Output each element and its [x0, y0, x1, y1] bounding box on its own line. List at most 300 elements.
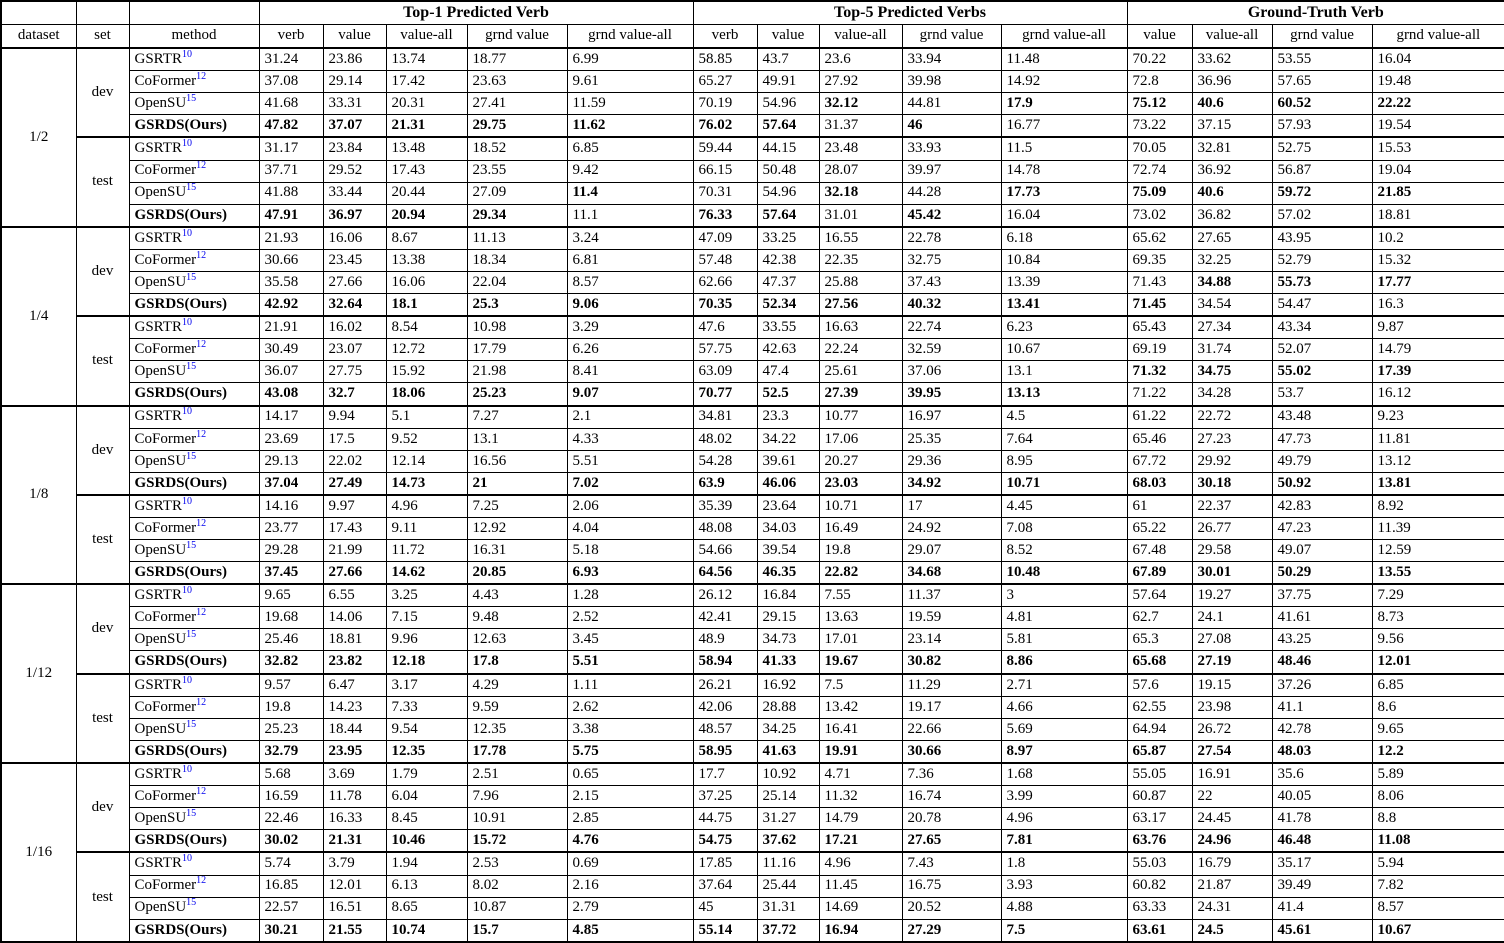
method-label: OpenSU — [134, 631, 187, 648]
value-cell: 37.08 — [259, 71, 323, 93]
method-cell — [129, 383, 259, 406]
value-cell: 36.96 — [1192, 71, 1272, 93]
citation-link[interactable]: 12 — [196, 428, 207, 440]
value-cell: 32.7 — [323, 383, 386, 406]
value-cell: 23.82 — [323, 651, 386, 674]
value-cell: 49.79 — [1272, 450, 1372, 472]
value-cell: 0.69 — [567, 852, 693, 875]
value-cell: 21.99 — [323, 540, 386, 562]
method-cell — [129, 137, 259, 160]
value-cell: 24.96 — [1192, 830, 1272, 853]
method-cell — [129, 115, 259, 138]
value-cell: 75.09 — [1127, 182, 1192, 204]
value-cell: 50.29 — [1272, 562, 1372, 585]
value-cell: 33.62 — [1192, 48, 1272, 71]
value-cell: 54.96 — [757, 93, 819, 115]
value-cell: 30.21 — [259, 919, 323, 942]
value-cell: 9.54 — [386, 718, 467, 740]
value-cell: 45 — [693, 897, 757, 919]
value-cell: 10.67 — [1001, 339, 1127, 361]
value-cell: 60.82 — [1127, 875, 1192, 897]
value-cell: 7.25 — [467, 495, 567, 518]
method-label: GSRDS(Ours) — [134, 385, 228, 402]
value-cell: 23.6 — [819, 48, 902, 71]
value-cell: 57.64 — [757, 204, 819, 227]
value-cell: 12.2 — [1372, 740, 1504, 763]
value-cell: 31.24 — [259, 48, 323, 71]
value-cell: 4.29 — [467, 674, 567, 697]
citation-link[interactable]: 12 — [196, 160, 207, 172]
value-cell: 8.97 — [1001, 740, 1127, 763]
table-row — [1, 540, 1504, 562]
value-cell: 62.7 — [1127, 607, 1192, 629]
value-cell: 46.06 — [757, 472, 819, 495]
method-cell — [129, 204, 259, 227]
method-label: OpenSU — [134, 452, 187, 469]
value-cell: 29.92 — [1192, 450, 1272, 472]
value-cell: 14.79 — [819, 808, 902, 830]
value-cell: 55.03 — [1127, 852, 1192, 875]
value-cell: 4.71 — [819, 763, 902, 786]
value-cell: 27.23 — [1192, 428, 1272, 450]
value-cell: 70.35 — [693, 293, 757, 316]
value-cell: 3.24 — [567, 227, 693, 250]
citation-link[interactable]: 10 — [181, 853, 192, 865]
value-cell: 13.48 — [386, 137, 467, 160]
value-cell: 50.48 — [757, 160, 819, 182]
value-cell: 41.4 — [1272, 897, 1372, 919]
value-cell: 27.92 — [819, 71, 902, 93]
value-cell: 16.56 — [467, 450, 567, 472]
table-row — [1, 71, 1504, 93]
table-row — [1, 428, 1504, 450]
citation-link[interactable]: 10 — [181, 585, 192, 597]
value-cell: 22.02 — [323, 450, 386, 472]
value-cell: 47.23 — [1272, 518, 1372, 540]
method-label: CoFormer — [134, 877, 197, 894]
value-cell: 5.89 — [1372, 763, 1504, 786]
value-cell: 15.7 — [467, 919, 567, 942]
value-cell: 11.78 — [323, 786, 386, 808]
value-cell: 19.17 — [902, 696, 1001, 718]
value-cell: 65.3 — [1127, 629, 1192, 651]
value-cell: 30.66 — [902, 740, 1001, 763]
value-cell: 28.07 — [819, 160, 902, 182]
citation-link[interactable]: 15 — [186, 271, 197, 283]
value-cell: 18.06 — [386, 383, 467, 406]
value-cell: 7.82 — [1372, 875, 1504, 897]
method-label: GSRDS(Ours) — [134, 921, 228, 938]
citation-link[interactable]: 10 — [181, 48, 192, 60]
method-label: GSRTR — [134, 765, 182, 782]
citation-link[interactable]: 12 — [196, 607, 207, 619]
value-cell: 55.02 — [1272, 361, 1372, 383]
value-cell: 9.23 — [1372, 406, 1504, 429]
value-cell: 47.82 — [259, 115, 323, 138]
method-cell — [129, 71, 259, 93]
value-cell: 40.6 — [1192, 182, 1272, 204]
value-cell: 73.02 — [1127, 204, 1192, 227]
value-cell: 7.81 — [1001, 830, 1127, 853]
method-label: GSRDS(Ours) — [134, 742, 228, 759]
value-cell: 23.03 — [819, 472, 902, 495]
value-cell: 1.94 — [386, 852, 467, 875]
value-cell: 7.64 — [1001, 428, 1127, 450]
value-cell: 20.44 — [386, 182, 467, 204]
value-cell: 5.18 — [567, 540, 693, 562]
value-cell: 6.55 — [323, 584, 386, 607]
value-cell: 9.56 — [1372, 629, 1504, 651]
value-cell: 54.47 — [1272, 293, 1372, 316]
value-cell: 11.08 — [1372, 830, 1504, 853]
value-cell: 8.86 — [1001, 651, 1127, 674]
table-row — [1, 651, 1504, 674]
value-cell: 66.15 — [693, 160, 757, 182]
citation-link[interactable]: 15 — [186, 539, 197, 551]
dataset-cell: 1/4 — [1, 227, 76, 406]
value-cell: 14.17 — [259, 406, 323, 429]
value-cell: 37.04 — [259, 472, 323, 495]
value-cell: 23.55 — [467, 160, 567, 182]
table-row — [1, 718, 1504, 740]
method-label: OpenSU — [134, 184, 187, 201]
value-cell: 8.45 — [386, 808, 467, 830]
value-cell: 1.68 — [1001, 763, 1127, 786]
value-cell: 29.28 — [259, 540, 323, 562]
value-cell: 9.06 — [567, 293, 693, 316]
method-cell — [129, 182, 259, 204]
value-cell: 8.65 — [386, 897, 467, 919]
dataset-cell: 1/12 — [1, 584, 76, 763]
value-cell: 10.91 — [467, 808, 567, 830]
value-cell: 5.1 — [386, 406, 467, 429]
value-cell: 10.74 — [386, 919, 467, 942]
value-cell: 47.91 — [259, 204, 323, 227]
value-cell: 17.39 — [1372, 361, 1504, 383]
method-label: GSRTR — [134, 497, 182, 514]
value-cell: 32.25 — [1192, 249, 1272, 271]
method-cell — [129, 450, 259, 472]
value-cell: 13.42 — [819, 696, 902, 718]
value-cell: 5.75 — [567, 740, 693, 763]
table-row — [1, 786, 1504, 808]
value-cell: 29.14 — [323, 71, 386, 93]
table-body — [1, 48, 1504, 942]
value-cell: 23.84 — [323, 137, 386, 160]
column-header-dataset: dataset — [1, 25, 76, 49]
value-cell: 7.5 — [1001, 919, 1127, 942]
citation-link[interactable]: 12 — [196, 786, 207, 798]
column-header-method: method — [129, 25, 259, 49]
value-cell: 41.61 — [1272, 607, 1372, 629]
method-label: OpenSU — [134, 720, 187, 737]
value-cell: 29.34 — [467, 204, 567, 227]
value-cell: 24.92 — [902, 518, 1001, 540]
citation-link[interactable]: 15 — [186, 450, 197, 462]
method-cell — [129, 271, 259, 293]
value-cell: 32.18 — [819, 182, 902, 204]
citation-link[interactable]: 10 — [181, 406, 192, 418]
value-cell: 9.94 — [323, 406, 386, 429]
value-cell: 29.58 — [1192, 540, 1272, 562]
method-cell — [129, 316, 259, 339]
value-cell: 2.71 — [1001, 674, 1127, 697]
value-cell: 17.78 — [467, 740, 567, 763]
value-cell: 1.11 — [567, 674, 693, 697]
value-cell: 76.02 — [693, 115, 757, 138]
value-cell: 21.87 — [1192, 875, 1272, 897]
method-label: GSRDS(Ours) — [134, 832, 228, 849]
value-cell: 23.14 — [902, 629, 1001, 651]
table-row — [1, 919, 1504, 942]
method-cell — [129, 339, 259, 361]
value-cell: 27.56 — [819, 293, 902, 316]
table-row — [1, 763, 1504, 786]
value-cell: 71.45 — [1127, 293, 1192, 316]
value-cell: 15.72 — [467, 830, 567, 853]
value-cell: 65.22 — [1127, 518, 1192, 540]
citation-link[interactable]: 12 — [196, 517, 207, 529]
column-header-set: set — [76, 25, 129, 49]
value-cell: 3.25 — [386, 584, 467, 607]
value-cell: 19.04 — [1372, 160, 1504, 182]
table-row — [1, 115, 1504, 138]
value-cell: 11.45 — [819, 875, 902, 897]
value-cell: 8.54 — [386, 316, 467, 339]
value-cell: 8.52 — [1001, 540, 1127, 562]
value-cell: 19.54 — [1372, 115, 1504, 138]
citation-link[interactable]: 15 — [186, 93, 197, 105]
value-cell: 27.29 — [902, 919, 1001, 942]
citation-link[interactable]: 15 — [186, 361, 197, 373]
value-cell: 44.28 — [902, 182, 1001, 204]
value-cell: 16.31 — [467, 540, 567, 562]
value-cell: 39.95 — [902, 383, 1001, 406]
value-cell: 4.96 — [1001, 808, 1127, 830]
method-cell — [129, 227, 259, 250]
value-cell: 27.66 — [323, 271, 386, 293]
value-cell: 57.93 — [1272, 115, 1372, 138]
value-cell: 54.96 — [757, 182, 819, 204]
value-cell: 4.5 — [1001, 406, 1127, 429]
value-cell: 16.59 — [259, 786, 323, 808]
value-cell: 13.41 — [1001, 293, 1127, 316]
value-cell: 12.72 — [386, 339, 467, 361]
value-cell: 37.25 — [693, 786, 757, 808]
value-cell: 3.93 — [1001, 875, 1127, 897]
value-cell: 47.09 — [693, 227, 757, 250]
value-cell: 54.66 — [693, 540, 757, 562]
citation-link[interactable]: 12 — [196, 339, 207, 351]
value-cell: 5.69 — [1001, 718, 1127, 740]
value-cell: 16.97 — [902, 406, 1001, 429]
value-cell: 34.22 — [757, 428, 819, 450]
value-cell: 9.48 — [467, 607, 567, 629]
value-cell: 25.23 — [467, 383, 567, 406]
value-cell: 17.5 — [323, 428, 386, 450]
value-cell: 32.81 — [1192, 137, 1272, 160]
value-cell: 26.21 — [693, 674, 757, 697]
table-row — [1, 316, 1504, 339]
value-cell: 9.42 — [567, 160, 693, 182]
value-cell: 12.92 — [467, 518, 567, 540]
citation-link[interactable]: 10 — [181, 138, 192, 150]
value-cell: 53.7 — [1272, 383, 1372, 406]
value-cell: 13.55 — [1372, 562, 1504, 585]
table-row — [1, 293, 1504, 316]
value-cell: 10.71 — [1001, 472, 1127, 495]
method-cell — [129, 786, 259, 808]
value-cell: 17.43 — [323, 518, 386, 540]
value-cell: 16.77 — [1001, 115, 1127, 138]
value-cell: 9.61 — [567, 71, 693, 93]
column-header-top5-value: value — [757, 25, 819, 49]
method-cell — [129, 607, 259, 629]
value-cell: 47.4 — [757, 361, 819, 383]
value-cell: 2.52 — [567, 607, 693, 629]
method-cell — [129, 361, 259, 383]
value-cell: 75.12 — [1127, 93, 1192, 115]
value-cell: 4.96 — [819, 852, 902, 875]
value-cell: 46.35 — [757, 562, 819, 585]
value-cell: 9.11 — [386, 518, 467, 540]
corner-cell-dataset — [1, 1, 76, 25]
value-cell: 10.71 — [819, 495, 902, 518]
value-cell: 22.35 — [819, 249, 902, 271]
value-cell: 11.48 — [1001, 48, 1127, 71]
table-row — [1, 93, 1504, 115]
method-label: GSRDS(Ours) — [134, 653, 228, 670]
value-cell: 37.43 — [902, 271, 1001, 293]
value-cell: 10.87 — [467, 897, 567, 919]
citation-link[interactable]: 12 — [196, 71, 207, 83]
citation-link[interactable]: 10 — [181, 495, 192, 507]
value-cell: 17.42 — [386, 71, 467, 93]
value-cell: 23.07 — [323, 339, 386, 361]
value-cell: 8.92 — [1372, 495, 1504, 518]
value-cell: 34.03 — [757, 518, 819, 540]
citation-link[interactable]: 12 — [196, 249, 207, 261]
value-cell: 34.92 — [902, 472, 1001, 495]
citation-link[interactable]: 10 — [181, 674, 192, 686]
column-header-gt-grnd-value-all: grnd value-all — [1372, 25, 1504, 49]
value-cell: 58.94 — [693, 651, 757, 674]
value-cell: 23.77 — [259, 518, 323, 540]
method-cell — [129, 875, 259, 897]
method-cell — [129, 249, 259, 271]
column-header-row — [1, 25, 1504, 49]
method-label: GSRTR — [134, 229, 182, 246]
citation-link[interactable]: 15 — [186, 808, 197, 820]
value-cell: 8.6 — [1372, 696, 1504, 718]
method-cell — [129, 674, 259, 697]
citation-link[interactable]: 15 — [186, 182, 197, 194]
corner-cell-method — [129, 1, 259, 25]
citation-link[interactable]: 15 — [186, 629, 197, 641]
value-cell: 23.98 — [1192, 696, 1272, 718]
value-cell: 7.36 — [902, 763, 1001, 786]
value-cell: 7.29 — [1372, 584, 1504, 607]
column-header-top5-verb: verb — [693, 25, 757, 49]
value-cell: 16.92 — [757, 674, 819, 697]
value-cell: 11.29 — [902, 674, 1001, 697]
value-cell: 5.51 — [567, 651, 693, 674]
value-cell: 2.62 — [567, 696, 693, 718]
value-cell: 25.88 — [819, 271, 902, 293]
value-cell: 52.75 — [1272, 137, 1372, 160]
value-cell: 11.32 — [819, 786, 902, 808]
value-cell: 37.45 — [259, 562, 323, 585]
method-label: OpenSU — [134, 541, 187, 558]
value-cell: 10.2 — [1372, 227, 1504, 250]
value-cell: 11.37 — [902, 584, 1001, 607]
value-cell: 47.37 — [757, 271, 819, 293]
value-cell: 60.87 — [1127, 786, 1192, 808]
value-cell: 14.23 — [323, 696, 386, 718]
value-cell: 72.8 — [1127, 71, 1192, 93]
value-cell: 13.1 — [467, 428, 567, 450]
method-label: GSRTR — [134, 50, 182, 67]
table-row — [1, 182, 1504, 204]
value-cell: 3.29 — [567, 316, 693, 339]
value-cell: 37.15 — [1192, 115, 1272, 138]
column-header-gt-grnd-value: grnd value — [1272, 25, 1372, 49]
value-cell: 41.88 — [259, 182, 323, 204]
column-header-top1-grnd-value: grnd value — [467, 25, 567, 49]
value-cell: 56.87 — [1272, 160, 1372, 182]
group-header-top1-predicted-verb: Top-1 Predicted Verb — [259, 1, 693, 25]
citation-link[interactable]: 10 — [181, 317, 192, 329]
value-cell: 19.48 — [1372, 71, 1504, 93]
value-cell: 53.55 — [1272, 48, 1372, 71]
table-row — [1, 227, 1504, 250]
method-cell — [129, 48, 259, 71]
value-cell: 43.48 — [1272, 406, 1372, 429]
citation-link[interactable]: 15 — [186, 718, 197, 730]
value-cell: 9.65 — [1372, 718, 1504, 740]
value-cell: 3.79 — [323, 852, 386, 875]
value-cell: 17 — [902, 495, 1001, 518]
value-cell: 33.25 — [757, 227, 819, 250]
value-cell: 27.75 — [323, 361, 386, 383]
citation-link[interactable]: 15 — [186, 897, 197, 909]
method-label: GSRTR — [134, 855, 182, 872]
value-cell: 35.39 — [693, 495, 757, 518]
set-cell: test — [76, 137, 129, 226]
value-cell: 13.39 — [1001, 271, 1127, 293]
method-label: CoFormer — [134, 698, 197, 715]
set-cell: test — [76, 852, 129, 942]
value-cell: 27.54 — [1192, 740, 1272, 763]
value-cell: 63.61 — [1127, 919, 1192, 942]
citation-link[interactable]: 10 — [181, 227, 192, 239]
value-cell: 29.52 — [323, 160, 386, 182]
value-cell: 11.4 — [567, 182, 693, 204]
citation-link[interactable]: 10 — [181, 763, 192, 775]
citation-link[interactable]: 12 — [196, 875, 207, 887]
value-cell: 29.75 — [467, 115, 567, 138]
value-cell: 22.57 — [259, 897, 323, 919]
value-cell: 6.13 — [386, 875, 467, 897]
value-cell: 60.52 — [1272, 93, 1372, 115]
value-cell: 27.41 — [467, 93, 567, 115]
value-cell: 34.54 — [1192, 293, 1272, 316]
value-cell: 4.96 — [386, 495, 467, 518]
citation-link[interactable]: 12 — [196, 696, 207, 708]
value-cell: 8.57 — [1372, 897, 1504, 919]
value-cell: 21.93 — [259, 227, 323, 250]
value-cell: 19.68 — [259, 607, 323, 629]
